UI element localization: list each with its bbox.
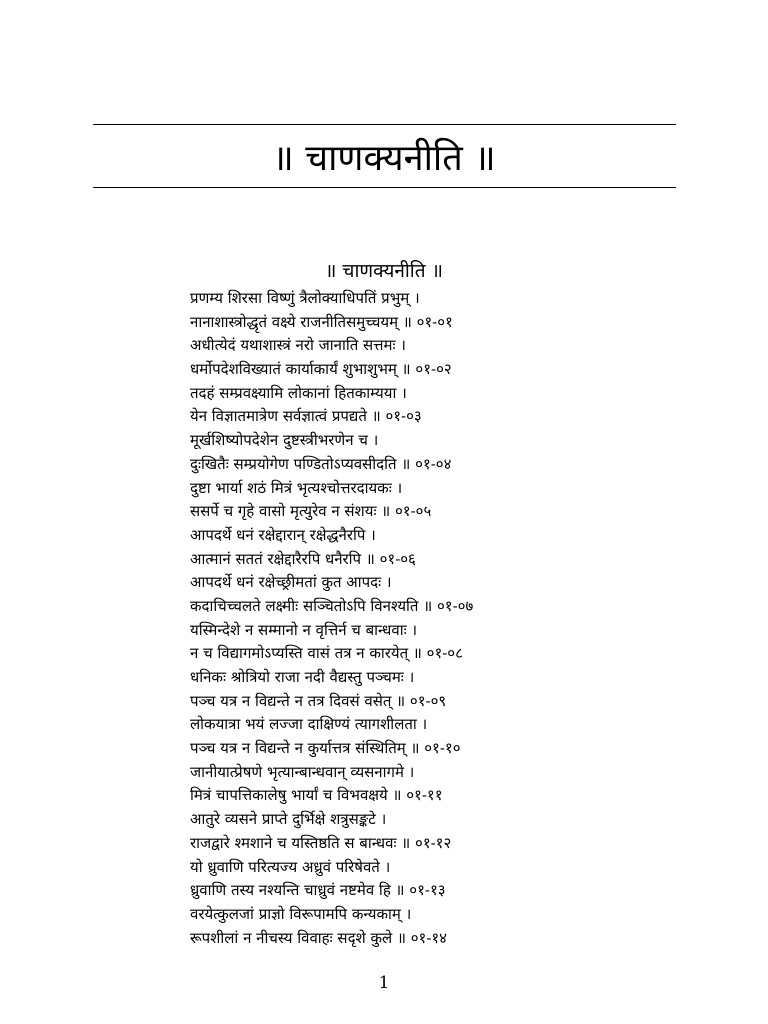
verse-line: येन विज्ञातमात्रेण सर्वज्ञात्वं प्रपद्यते ॥ ०१-०३ [190, 407, 422, 426]
verse-line: वरयेत्कुलजां प्राज्ञो विरूपामपि कन्यकाम् । [190, 904, 412, 923]
verse-line: लोकयात्रा भयं लज्जा दाक्षिण्यं त्यागशीलता । [190, 715, 428, 734]
verse-line: न च विद्यागमोऽप्यस्ति वासं तत्र न कारयेत् ॥ ०१-०८ [190, 644, 463, 663]
verse-line: आपदर्थे धनं रक्षेद्दारान् रक्षेद्धनैरपि । [190, 525, 376, 544]
section-title: ॥ चाणक्यनीति ॥ [325, 260, 443, 282]
verse-line: आत्मानं सततं रक्षेद्दारैरपि धनैरपि ॥ ०१-०६ [190, 549, 416, 568]
title-bottom-rule [93, 187, 676, 188]
title-top-rule [93, 124, 676, 125]
verse-list [190, 287, 750, 950]
verse-line: तदहं सम्प्रवक्ष्यामि लोकानां हितकाम्यया । [190, 383, 407, 402]
verse-line: धनिकः श्रोत्रियो राजा नदी वैद्यस्तु पञ्चमः । [190, 668, 415, 686]
verse-line: नानाशास्त्रोद्धृतं वक्ष्ये राजनीतिसमुच्चयम् ॥ ०१-०१ [190, 312, 453, 331]
verse-line: अधीत्येदं यथाशास्त्रं नरो जानाति सत्तमः । [190, 336, 406, 355]
verse-line: पञ्च यत्र न विद्यन्ते न कुर्यात्तत्र संस्थितिम् ॥ ०१-१० [190, 739, 461, 758]
verse-line: कदाचिच्चलते लक्ष्मीः सञ्चितोऽपि विनश्यति ॥ ०१-०७ [190, 596, 474, 615]
verse-line: ध्रुवाणि तस्य नश्यन्ति चाध्रुवं नष्टमेव हि ॥ ०१-१३ [190, 881, 446, 900]
verse-line: ससर्पे च गृहे वासो मृत्युरेव न संशयः ॥ ०१-०५ [190, 502, 432, 521]
verse-line: मित्रं चापत्तिकालेषु भार्यां च विभवक्षये ॥ ०१-११ [190, 786, 443, 805]
verse-line: पञ्च यत्र न विद्यन्ते न तत्र दिवसं वसेत् ॥ ०१-०९ [190, 691, 447, 710]
verse-line: राजद्वारे श्मशाने च यस्तिष्ठति स बान्धवः ॥ ०१-१२ [190, 833, 452, 852]
verse-line: जानीयात्प्रेषणे भृत्यान्बान्धवान् व्यसनागमे । [190, 762, 415, 781]
verse-line: रूपशीलां न नीचस्य विवाहः सदृशे कुले ॥ ०१-१४ [190, 928, 447, 947]
page-number: 1 [378, 973, 390, 993]
verse-line: मूर्खशिष्योपदेशेन दुष्टस्त्रीभरणेन च । [190, 431, 379, 450]
verse-line: आतुरे व्यसने प्राप्ते दुर्भिक्षे शत्रुसङ्कटे । [190, 810, 387, 829]
verse-line: यस्मिन्देशे न सम्मानो न वृत्तिर्न च बान्धवाः । [190, 620, 418, 639]
verse-line: प्रणम्य शिरसा विष्णुं त्रैलोक्याधिपतिं प्रभुम् । [190, 289, 420, 307]
verse-line: धर्मोपदेशविख्यातं कार्याकार्यं शुभाशुभम् ॥ ०१-०२ [190, 360, 452, 379]
verse-line: यो ध्रुवाणि परित्यज्य अध्रुवं परिषेवते । [190, 857, 391, 876]
verse-line: दुष्टा भार्या शठं मित्रं भृत्यश्चोत्तरदायकः । [190, 478, 403, 497]
verse-line: दुःखितैः सम्प्रयोगेण पण्डितोऽप्यवसीदति ॥ ०१-०४ [190, 454, 452, 473]
page-title: ॥ चाणक्यनीति ॥ [272, 138, 496, 179]
verse-line: आपदर्थे धनं रक्षेच्छ्रीमतां कुत आपदः । [190, 573, 392, 592]
